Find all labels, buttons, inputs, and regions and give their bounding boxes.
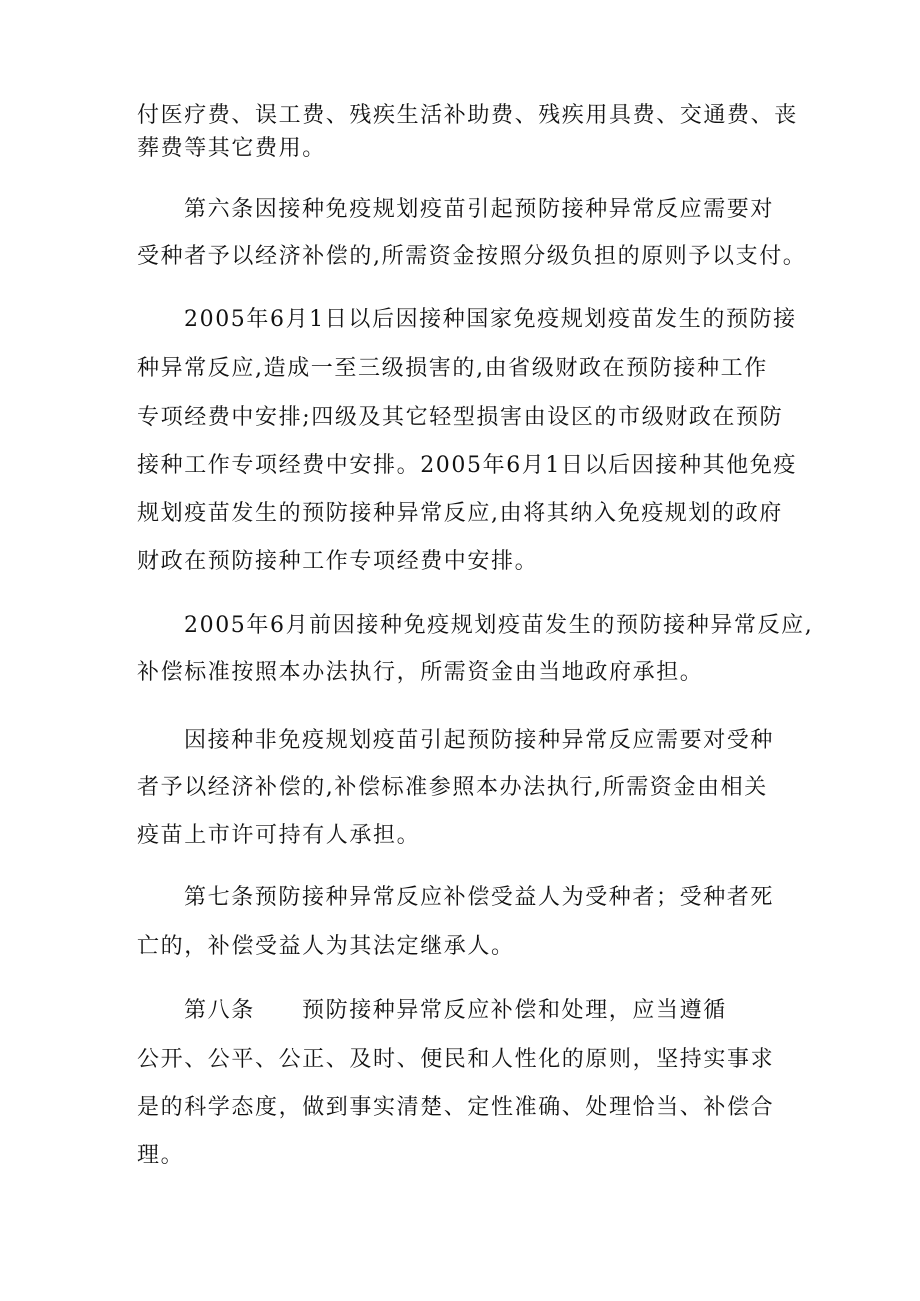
- text-line: 因接种非免疫规划疫苗引起预防接种异常反应需要对受种: [184, 728, 775, 753]
- text-line: 规划疫苗发生的预防接种异常反应,由将其纳入免疫规划的政府: [137, 501, 783, 526]
- text-line: 2005年6月1日以后因接种国家免疫规划疫苗发生的预防接: [184, 307, 797, 332]
- text-line: 亡的，补偿受益人为其法定继承人。: [137, 934, 515, 959]
- text-line: 接种工作专项经费中安排。2005年6月1日以后因接种其他免疫: [137, 453, 797, 478]
- text-line: 2005年6月前因接种免疫规划疫苗发生的预防接种异常反应,: [184, 613, 814, 638]
- text-line: 付医疗费、误工费、残疾生活补助费、残疾用具费、交通费、丧: [137, 103, 798, 128]
- text-line: 补偿标准按照本办法执行，所需资金由当地政府承担。: [137, 660, 704, 685]
- text-line: 财政在预防接种工作专项经费中安排。: [137, 549, 539, 574]
- text-line: 种异常反应,造成一至三级损害的,由省级财政在预防接种工作: [137, 356, 768, 381]
- text-line: 葬费等其它费用。: [137, 136, 326, 161]
- text-line: 是的科学态度，做到事实清楚、定性准确、处理恰当、补偿合: [137, 1095, 775, 1120]
- text-line: 专项经费中安排;四级及其它轻型损害由设区的市级财政在预防: [137, 405, 784, 430]
- text-line: 理。: [137, 1143, 185, 1168]
- text-line: 者予以经济补偿的,补偿标准参照本办法执行,所需资金由相关: [137, 775, 768, 800]
- text-line: 公开、公平、公正、及时、便民和人性化的原则，坚持实事求: [137, 1047, 775, 1072]
- text-line: 疫苗上市许可持有人承担。: [137, 823, 421, 848]
- text-line: 第八条 预防接种异常反应补偿和处理，应当遵循: [184, 998, 727, 1023]
- text-line: 第七条预防接种异常反应补偿受益人为受种者；受种者死: [184, 885, 775, 910]
- text-line: 受种者予以经济补偿的,所需资金按照分级负担的原则予以支付。: [137, 244, 807, 269]
- text-line: 第六条因接种免疫规划疫苗引起预防接种异常反应需要对: [184, 197, 775, 222]
